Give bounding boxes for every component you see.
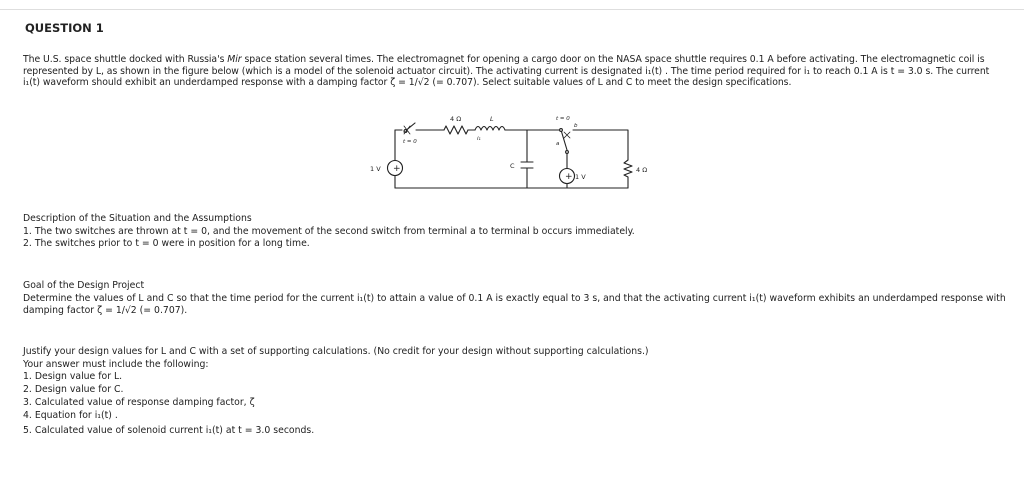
svg-text:+: + xyxy=(565,172,573,182)
inductor-l xyxy=(475,127,505,131)
answer-item-1: 1. Design value for L. xyxy=(23,371,123,383)
label-l: L xyxy=(490,115,494,123)
top-divider xyxy=(0,9,1024,10)
goal-heading: Goal of the Design Project xyxy=(23,280,145,291)
situation-section xyxy=(23,213,1013,251)
resistor-r1 xyxy=(444,126,468,134)
answer-justify: Justify your design values for L and C with a set of supporting calculations. (No credit for your design without supporting calculations.) xyxy=(23,346,649,357)
label-switch2-time: t = 0 xyxy=(556,116,570,122)
resistor-r2 xyxy=(624,160,632,188)
circuit-diagram xyxy=(360,110,670,196)
situation-item-1: 1. The two switches are thrown at t = 0, and the movement of the second switch from terminal a to terminal b occurs immediately. xyxy=(23,225,635,237)
answer-item-3: 3. Calculated value of response damping factor, ζ xyxy=(23,396,255,408)
goal-section xyxy=(23,280,1013,318)
svg-text:+: + xyxy=(393,164,401,174)
label-r1: 4 Ω xyxy=(450,115,462,123)
question-title: QUESTION 1 xyxy=(25,21,104,35)
intro-mir: Mir xyxy=(227,54,242,65)
label-c: C xyxy=(510,162,515,170)
switch-2 xyxy=(561,130,567,150)
situation-heading: Description of the Situation and the Assumptions xyxy=(23,213,252,224)
answer-item-2: 2. Design value for C. xyxy=(23,384,124,396)
answer-lead: Your answer must include the following: xyxy=(23,358,209,370)
label-r2: 4 Ω xyxy=(636,166,648,174)
answer-section xyxy=(23,346,1013,438)
label-switch1-time: t = 0 xyxy=(403,139,417,145)
label-terminal-b: b xyxy=(574,123,578,129)
answer-item-4: 4. Equation for i₁(t) . xyxy=(23,409,118,421)
situation-item-2: 2. The switches prior to t = 0 were in position for a long time. xyxy=(23,238,310,250)
intro-part-b: space station several times. The electromagnet for opening a cargo door on the NASA space shuttle requires 0.1 A before activating. The electromagnetic coil is represented by L, as shown in the figure below (which is a model of the solenoid actuator circuit). The activating current is designated i₁(t) . The time period required for i₁ to reach 0.1 A is t = 3.0 s. The current i₁(t) waveform should exhibit an underdamped response with a damping factor ζ = 1/√2 (= 0.707). Select suitable values of L and C to meet the design specifications. xyxy=(23,54,990,89)
label-terminal-a: a xyxy=(556,141,560,147)
intro-part-a: The U.S. space shuttle docked with Russia's xyxy=(23,54,228,65)
goal-text: Determine the values of L and C so that the time period for the current i₁(t) to attain a value of 0.1 A is exactly equal to 3 s, and that the activating current i₁(t) waveform exhibits an underdamped response with damping factor ζ = 1/√2 (= 0.707). xyxy=(23,292,1006,317)
capacitor-c xyxy=(521,162,533,168)
label-source1: 1 V xyxy=(370,165,381,173)
question-intro xyxy=(23,54,1008,89)
label-i1: i₁ xyxy=(477,136,481,142)
label-source2: 1 V xyxy=(575,173,586,181)
answer-item-5: 5. Calculated value of solenoid current i₁(t) at t = 3.0 seconds. xyxy=(23,425,315,437)
